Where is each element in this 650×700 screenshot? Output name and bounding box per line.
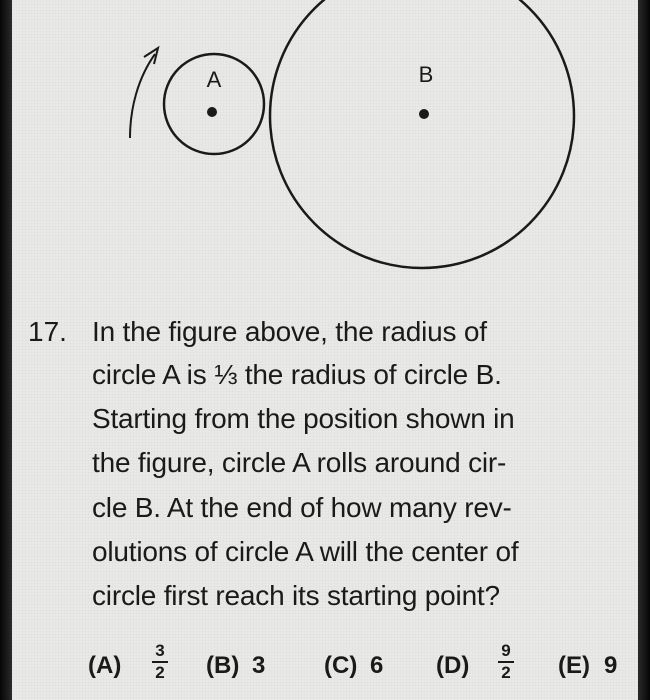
choice-e-letter: (E): [558, 652, 590, 679]
question-line-7: circle first reach its starting point?: [92, 580, 500, 611]
rotation-arrow-icon: [130, 54, 155, 138]
choice-a-fraction: [150, 642, 170, 682]
question-line-6: olutions of circle A will the center of: [92, 536, 519, 567]
circle-b-center: [419, 109, 429, 119]
choice-b-value: 3: [252, 652, 266, 679]
question-line-5: cle B. At the end of how many rev-: [92, 492, 512, 523]
choice-b-letter: (B): [206, 652, 240, 679]
question-line-3: Starting from the position shown in: [92, 403, 515, 434]
circle-a-center: [207, 107, 217, 117]
circle-a-label: A: [206, 67, 222, 92]
answer-choices: [88, 642, 638, 692]
choice-c-value: 6: [370, 652, 384, 679]
choice-a-numerator: 3: [155, 641, 165, 660]
circle-b-label: B: [418, 62, 434, 87]
choice-a-letter: (A): [88, 652, 122, 679]
question-line-1: In the figure above, the radius of: [92, 316, 487, 347]
question-line-4: the figure, circle A rolls around cir-: [92, 447, 507, 478]
choice-d-numerator: 9: [501, 641, 511, 660]
choice-d-letter: (D): [436, 652, 470, 679]
circle-b: [270, 0, 574, 268]
circle-rolling-figure: [0, 0, 650, 300]
choice-e-value: 9: [604, 652, 618, 679]
question-number: 17.: [28, 316, 67, 347]
choice-a-denominator: 2: [155, 663, 165, 682]
choice-d-denominator: 2: [501, 663, 511, 682]
question-line-2: circle A is ⅓ the radius of circle B.: [92, 359, 502, 390]
choice-d-fraction: [496, 642, 516, 682]
choice-c-letter: (C): [324, 652, 358, 679]
